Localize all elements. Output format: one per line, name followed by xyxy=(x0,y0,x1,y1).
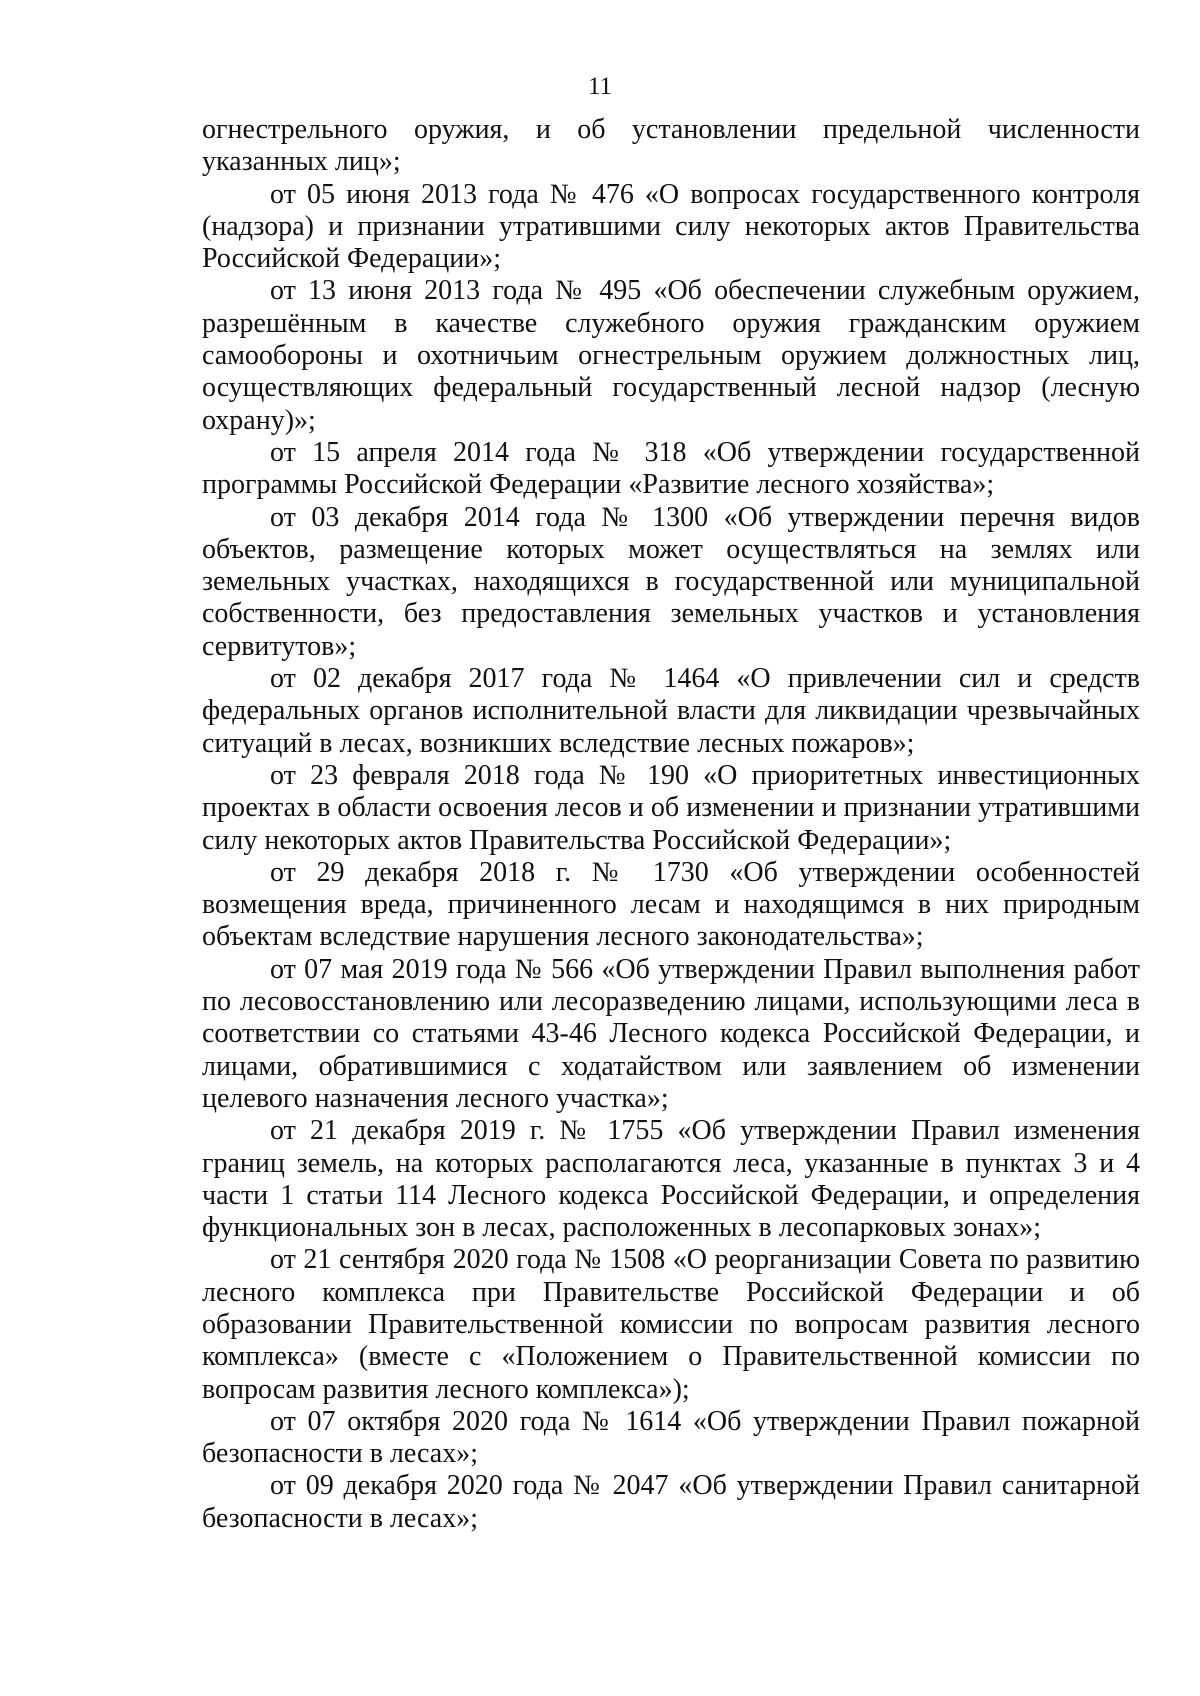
paragraph-decree-1464: от 02 декабря 2017 года № 1464 «О привлечении сил и средств федеральных органов исполнительной власти для ликвидации чрезвычайных ситуаций в лесах, возникших вследствие лесных пожаров»; xyxy=(202,663,1140,759)
paragraph-decree-476: от 05 июня 2013 года № 476 «О вопросах государственного контроля (надзора) и признании утратившими силу некоторых актов Правительства Российской Федерации»; xyxy=(202,178,1140,275)
document-body xyxy=(202,114,1140,1535)
paragraph-continuation: огнестрельного оружия, и об установлении предельной численности указанных лиц»; xyxy=(202,114,1140,178)
paragraph-decree-2047: от 09 декабря 2020 года № 2047 «Об утверждении Правил санитарной безопасности в лесах»; xyxy=(202,1470,1140,1534)
paragraph-decree-318: от 15 апреля 2014 года № 318 «Об утверждении государственной программы Российской Федерации «Развитие лесного хозяйства»; xyxy=(202,436,1140,501)
paragraph-decree-1614: от 07 октября 2020 года № 1614 «Об утверждении Правил пожарной безопасности в лесах»; xyxy=(202,1405,1140,1470)
page-number: 11 xyxy=(587,73,613,100)
paragraph-decree-190: от 23 февраля 2018 года № 190 «О приоритетных инвестиционных проектах в области освоения лесов и об изменении и признании утратившими силу некоторых актов Правительства Российской Федерации»; xyxy=(202,759,1140,856)
paragraph-decree-1300: от 03 декабря 2014 года № 1300 «Об утверждении перечня видов объектов, размещение которых может осуществляться на землях или земельных участках, находящихся в государственной или муниципальной собственности, без предоставления земельных участков и установления сервитутов»; xyxy=(202,501,1140,662)
paragraph-decree-566: от 07 мая 2019 года № 566 «Об утверждении Правил выполнения работ по лесовосстановлению или лесоразведению лицами, использующими леса в соответствии со статьями 43-46 Лесного кодекса Российской Федерации, и лицами, обратившимися с ходатайством или заявлением об изменении целевого назначения лесного участка»; xyxy=(202,953,1140,1114)
paragraph-decree-1508: от 21 сентября 2020 года № 1508 «О реорганизации Совета по развитию лесного комплекса при Правительстве Российской Федерации и об образовании Правительственной комиссии по вопросам развития лесного комплекса» (вместе с «Положением о Правительственной комиссии по вопросам развития лесного комплекса»); xyxy=(202,1244,1140,1405)
paragraph-decree-1755: от 21 декабря 2019 г. № 1755 «Об утверждении Правил изменения границ земель, на которых располагаются леса, указанные в пунктах 3 и 4 части 1 статьи 114 Лесного кодекса Российской Федерации, и определения функциональных зон в лесах, расположенных в лесопарковых зонах»; xyxy=(202,1115,1140,1244)
paragraph-decree-1730: от 29 декабря 2018 г. № 1730 «Об утверждении особенностей возмещения вреда, причиненного лесам и находящимся в них природным объектам вследствие нарушения лесного законодательства»; xyxy=(202,856,1140,953)
paragraph-decree-495: от 13 июня 2013 года № 495 «Об обеспечении служебным оружием, разрешённым в качестве служебного оружия гражданским оружием самообороны и охотничьим огнестрельным оружием должностных лиц, осуществляющих федеральный государственный лесной надзор (лесную охрану)»; xyxy=(202,275,1140,436)
